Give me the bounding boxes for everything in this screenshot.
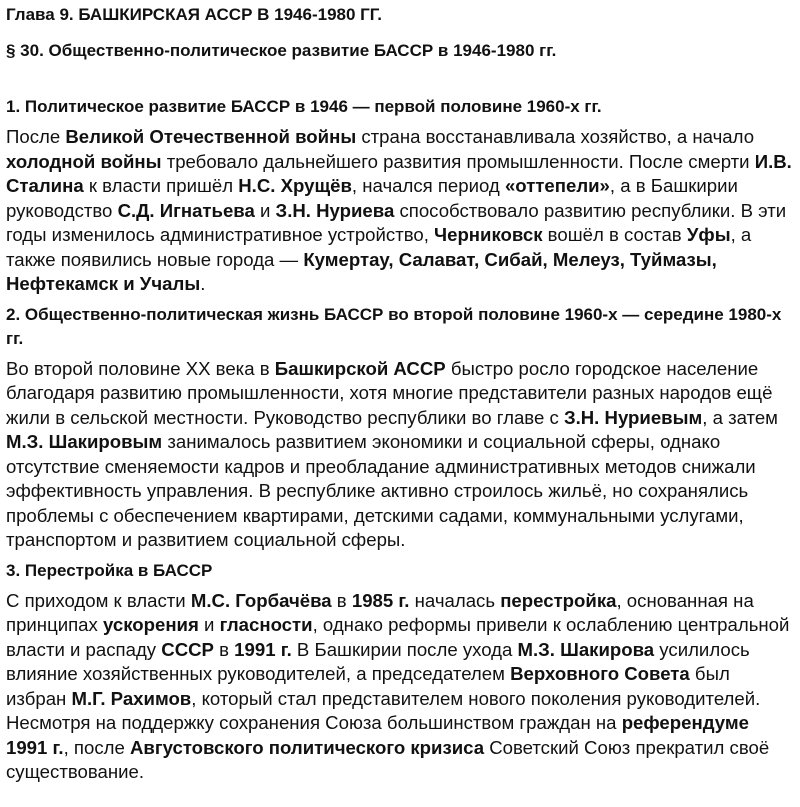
text-run: . xyxy=(200,273,206,294)
bold-term: Черниковск xyxy=(434,224,543,245)
text-run: С приходом к власти xyxy=(6,589,191,611)
bold-term: М.З. Шакирова xyxy=(517,638,655,660)
bold-term: М.Г. Рахимов xyxy=(71,687,192,709)
bold-term: С.Д. Игнатьева xyxy=(117,199,255,221)
bold-term: Августовского политического кризиса xyxy=(130,736,485,758)
text-run: , после xyxy=(63,736,130,758)
text-run: и xyxy=(254,199,276,221)
section-title: § 30. Общественно-политическое развитие БАССР в 1946-1980 гг. xyxy=(6,41,557,60)
text-run: , а также появились новые города — xyxy=(6,224,752,270)
text-run: После xyxy=(6,126,66,147)
bold-term: И.В. Сталина xyxy=(6,150,792,196)
bold-term: перестройка xyxy=(500,589,617,611)
bold-term: 1991 г. xyxy=(234,638,292,660)
subsection-3-heading: 3. Перестройка в БАССР xyxy=(6,560,213,580)
text-run: страна восстанавливала хозяйство, а начало xyxy=(356,126,755,147)
bold-term: З.Н. Нуриева xyxy=(275,199,395,221)
subsection-1-paragraph xyxy=(6,125,794,297)
bold-term: референдуме 1991 г. xyxy=(6,712,749,758)
text-run: и xyxy=(198,614,220,635)
bold-term: СССР xyxy=(161,638,214,660)
bold-term: Великой Отечественной войны xyxy=(65,126,357,147)
text-run: требовало дальнейшего развития промышленности. После смерти xyxy=(161,150,755,172)
bold-term: Башкирской АССР xyxy=(274,357,446,379)
bold-term: гласности xyxy=(219,614,313,635)
bold-term: ускорения xyxy=(102,614,199,635)
text-run: началась xyxy=(409,589,501,611)
subsection-3-paragraph xyxy=(6,589,794,785)
bold-term: Кумертау, Салават, Сибай, Мелеуз, Туймазы, Нефтекамск и Учалы xyxy=(6,248,717,294)
text-run: усилилось влияние хозяйственных руководителей, а председателем xyxy=(6,638,750,684)
bold-term: «оттепели» xyxy=(504,175,610,196)
text-run: к власти пришёл xyxy=(83,175,239,196)
text-run: , а затем xyxy=(702,406,778,428)
text-run: Во второй половине XX века в xyxy=(6,357,275,379)
text-run: , однако реформы привели к ослаблению центральной власти и распаду xyxy=(6,614,790,660)
text-run: , а в Башкирии руководство xyxy=(6,175,738,221)
text-run: , который стал представителем нового поколения руководителей. Несмотря на поддержку сохранения Союза большинством граждан на xyxy=(6,687,761,733)
text-run: , основанная на принципах xyxy=(6,589,754,635)
bold-term: З.Н. Нуриевым xyxy=(563,406,703,428)
text-run: был избран xyxy=(6,663,730,709)
text-run: быстро росло городское население благодаря развитию промышленности, хотя многие представители разных народов ещё жили в сельской местности. Руководство республики во главе с xyxy=(6,357,773,428)
chapter-title: Глава 9. БАШКИРСКАЯ АССР В 1946-1980 ГГ. xyxy=(6,5,383,24)
text-run: , начался период xyxy=(351,175,505,196)
bold-term: 1985 г. xyxy=(351,589,410,611)
bold-term: Н.С. Хрущёв xyxy=(238,175,352,196)
text-run: занималось развитием экономики и социальной сферы, однако отсутствие сменяемости кадров и преобладание административных методов снижали эффективность управления. В республике активно строилось жильё, но сохранялись проблемы с обеспечением квартирами, детскими садами, коммунальными услугами, транспортом и развитием социальной сферы. xyxy=(6,431,756,550)
text-run: Советский Союз прекратил своё существование. xyxy=(6,736,770,782)
text-run: вошёл в состав xyxy=(542,224,687,245)
bold-term: холодной войны xyxy=(6,150,162,172)
text-run: в xyxy=(213,638,235,660)
bold-term: Верховного Совета xyxy=(510,663,690,684)
bold-term: М.З. Шакировым xyxy=(6,431,163,452)
bold-term: Уфы xyxy=(686,224,731,245)
text-run: способствовало развитию республики. В эти годы изменилось административное устройство, xyxy=(6,199,787,245)
subsection-2-heading: 2. Общественно-политическая жизнь БАССР во второй половине 1960-х — середине 1980-х гг. xyxy=(6,304,782,348)
text-run: в xyxy=(331,589,352,611)
text-run: В Башкирии после ухода xyxy=(291,638,518,660)
bold-term: М.С. Горбачёва xyxy=(190,589,332,611)
subsection-1-heading: 1. Политическое развитие БАССР в 1946 — первой половине 1960-х гг. xyxy=(6,97,602,116)
subsection-2-paragraph xyxy=(6,357,794,553)
